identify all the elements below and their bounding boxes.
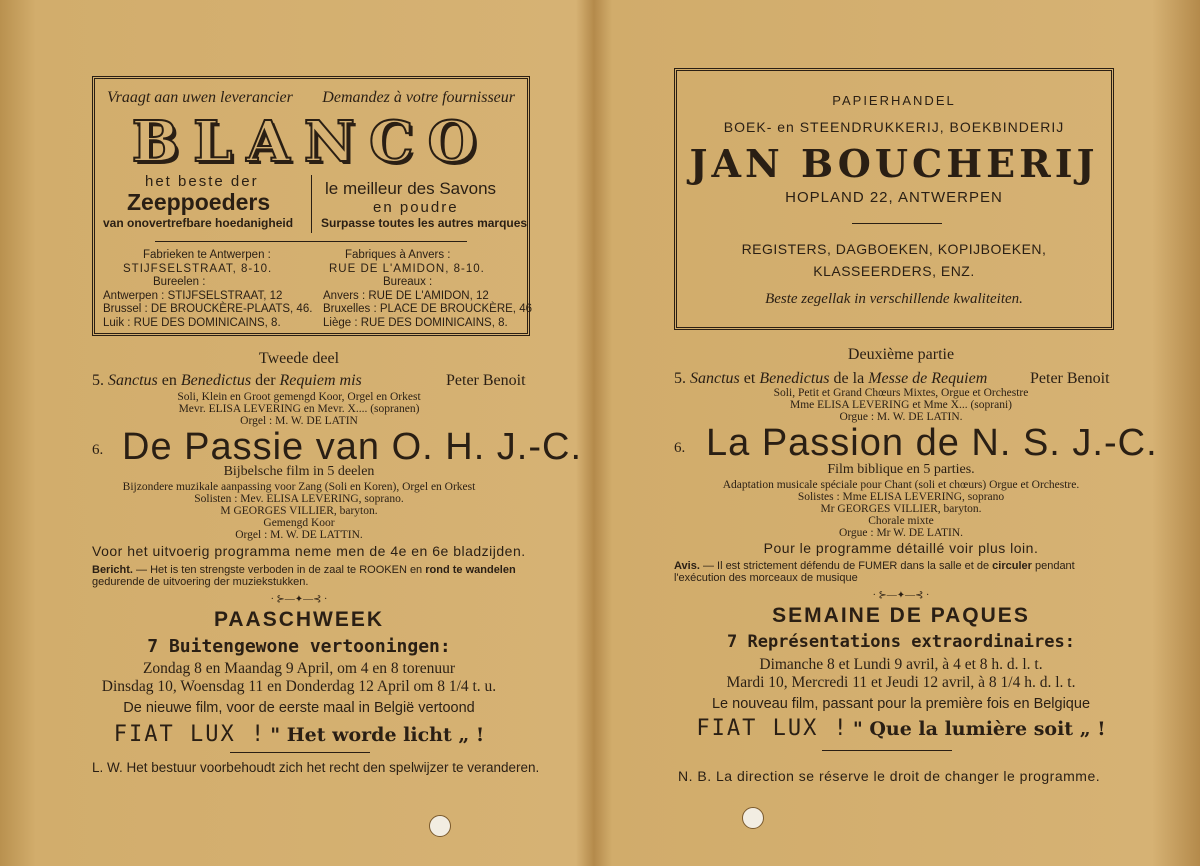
footer-rule: [230, 752, 370, 753]
ornament-divider: · ⊱—✦—⊰ ·: [270, 594, 328, 605]
notice-text: — Il est strictement défendu de FUMER dans la salle et de: [702, 560, 990, 572]
ad-nl-line1: het beste der: [145, 173, 259, 190]
ad2-products2: KLASSEERDERS, ENZ.: [813, 263, 975, 279]
fr-addr-line: RUE DE L'AMIDON, 8-10.: [329, 262, 485, 275]
binding-hole: [429, 815, 451, 837]
fr-addr-line: Bureaux :: [383, 276, 433, 288]
ad2-rule: [852, 223, 942, 224]
week-heading-nl: PAASCHWEEK: [213, 608, 385, 631]
ad-rule: [155, 241, 467, 242]
ad-fr-line3: Surpasse toutes les autres marques: [321, 216, 528, 230]
ad2-slogan: Beste zegellak in verschillende kwaliteiten.: [765, 291, 1023, 307]
dates1-fr: Dimanche 8 et Lundi 9 avril, à 4 et 8 h. d. l. t.: [759, 656, 1043, 673]
nl-addr-line: STIJFSELSTRAAT, 8-10.: [123, 262, 273, 275]
fiat-lux-subtitle: " Het worde licht „ !: [270, 724, 485, 746]
ad-fr-line1: le meilleur des Savons: [325, 179, 497, 198]
part-heading-nl: Tweede deel: [258, 350, 340, 367]
fiat-line-fr: [602, 716, 1200, 741]
item-number: 5.: [92, 372, 104, 389]
boucherij-advertisement: [674, 68, 1114, 330]
nl-addr-line: Luik : RUE DES DOMINICAINS, 8.: [103, 316, 281, 329]
nl-addr-line: Fabrieken te Antwerpen :: [143, 249, 271, 261]
nl-addr-line: Antwerpen : STIJFSELSTRAAT, 12: [103, 289, 283, 302]
item6-line3-nl: M GEORGES VILLIER, baryton.: [220, 505, 378, 517]
footer-rule: [822, 750, 952, 751]
notice-text: pendant l'exécution des morceaux de musique: [674, 560, 1075, 584]
item6-line1-nl: Bijzondere muzikale aanpassing voor Zang (Soli en Koren), Orgel en Orkest: [122, 481, 476, 493]
item5-line2-nl: Mevr. ELISA LEVERING en Mevr. X.... (sopranen): [178, 403, 420, 415]
composer-fr: Peter Benoit: [1030, 370, 1110, 387]
ad-tagline-nl: Vraagt aan uwen leverancier: [107, 89, 293, 106]
ad-nl-line3: van onovertrefbare hoedanigheid: [103, 216, 294, 230]
item5-line2-fr: Mme ELISA LEVERING et Mme X... (soprani): [790, 399, 1012, 411]
blanco-logo: BLANCO: [131, 109, 491, 175]
item6-line2-nl: Solisten : Mev. ELISA LEVERING, soprano.: [194, 493, 404, 505]
item6-title-nl: De Passie van O. H. J.-C.: [122, 426, 583, 468]
footer-nl: L. W. Het bestuur voorbehoudt zich het recht den spelwijzer te veranderen.: [92, 760, 540, 775]
work-title: Benedictus: [180, 372, 252, 389]
item-number: 5.: [674, 370, 686, 387]
ornament-divider: · ⊱—✦—⊰ ·: [872, 590, 930, 601]
fiat-lux-title: FIAT LUX !: [113, 722, 267, 747]
notice-bold: rond te wandelen: [425, 564, 516, 576]
left-page: [0, 0, 598, 866]
week-heading-fr: SEMAINE DE PAQUES: [772, 604, 1030, 627]
item6-line5-nl: Orgel : M. W. DE LATTIN.: [235, 529, 363, 541]
notice-text: — Het is ten strengste verboden in de zaal te ROOKEN en: [136, 564, 423, 576]
item5-line1-nl: Soli, Klein en Groot gemengd Koor, Orgel en Orkest: [177, 391, 421, 403]
item6-line4-fr: Chorale mixte: [868, 515, 934, 527]
item6-note-nl: Voor het uitvoerig programma neme men de 4e en 6e bladzijden.: [92, 543, 526, 559]
fr-addr-line: Bruxelles : PLACE DE BROUCKÈRE, 46: [323, 303, 532, 315]
item6-note-fr: Pour le programme détaillé voir plus loin.: [763, 540, 1039, 556]
work-title: Sanctus: [690, 370, 740, 387]
fiat-lux-title: FIAT LUX !: [696, 716, 849, 741]
ad2-address: HOPLAND 22, ANTWERPEN: [785, 189, 1003, 206]
item6-line1-fr: Adaptation musicale spéciale pour Chant (soli et chœurs) Orgue et Orchestre.: [722, 479, 1080, 491]
work-title: Benedictus: [759, 370, 830, 387]
item5-line3-nl: Orgel : M. W. DE LATIN: [240, 415, 358, 427]
film-intro-fr: Le nouveau film, passant pour la première fois en Belgique: [711, 696, 1091, 712]
fr-addr-line: Anvers : RUE DE L'AMIDON, 12: [323, 289, 489, 302]
nl-addr-line: Bureelen :: [153, 276, 206, 288]
item5-title-fr: [674, 370, 987, 388]
ad-tagline-fr: Demandez à votre fournisseur: [322, 89, 515, 106]
ad2-line1: PAPIERHANDEL: [832, 93, 956, 108]
boucherij-logo: JAN BOUCHERIJ: [689, 141, 1099, 186]
shows-heading-fr: 7 Représentations extraordinaires:: [727, 632, 1075, 652]
notice-label: Bericht.: [92, 564, 133, 576]
ad-fr-addresses: [323, 249, 532, 330]
item6-line3-fr: Mr GEORGES VILLIER, baryton.: [820, 503, 982, 515]
work-title: de la: [833, 370, 865, 387]
item6-subtitle-fr: Film biblique en 5 parties.: [827, 462, 975, 477]
ad-nl-addresses: [103, 249, 312, 330]
notice-text: gedurende de uitvoering der muziekstukken.: [92, 576, 309, 588]
film-intro-nl: De nieuwe film, voor de eerste maal in België vertoond: [123, 700, 475, 716]
item6-line2-fr: Solistes : Mme ELISA LEVERING, soprano: [797, 491, 1005, 503]
item6-number-fr: 6.: [674, 440, 686, 456]
notice-bold: circuler: [992, 560, 1032, 572]
item6-title-fr: La Passion de N. S. J.-C.: [706, 422, 1158, 464]
ad2-products1: REGISTERS, DAGBOEKEN, KOPIJBOEKEN,: [741, 241, 1047, 257]
ad-nl-product: Zeeppoeders: [127, 189, 271, 215]
work-title: Requiem mis: [279, 372, 362, 389]
notice-label: Avis.: [674, 560, 700, 572]
item6-number-nl: 6.: [92, 442, 104, 458]
work-title: et: [743, 370, 756, 387]
dates2-nl: Dinsdag 10, Woensdag 11 en Donderdag 12 April om 8 1/4 t. u.: [101, 678, 497, 695]
dates1-nl: Zondag 8 en Maandag 9 April, om 4 en 8 torenuur: [142, 660, 456, 677]
shows-heading-nl: 7 Buitengewone vertooningen:: [147, 636, 451, 657]
notice-nl: [92, 564, 532, 588]
fiat-line-nl: [0, 722, 598, 747]
notice-fr: [674, 560, 1124, 584]
right-page: [602, 0, 1200, 866]
work-title: en: [161, 372, 177, 389]
fr-addr-line: Liège : RUE DES DOMINICAINS, 8.: [323, 316, 508, 329]
work-title: Messe de Requiem: [868, 370, 988, 387]
item5-title-nl: [92, 372, 362, 390]
ad-fr-line2: en poudre: [373, 199, 459, 216]
part-heading-fr: Deuxième partie: [847, 346, 955, 363]
item6-line4-nl: Gemengd Koor: [263, 517, 335, 529]
nl-addr-line: Brussel : DE BROUCKÈRE-PLAATS, 46.: [103, 303, 313, 315]
item6-subtitle-nl: Bijbelsche film in 5 deelen: [223, 464, 375, 479]
ad2-line2: BOEK- en STEENDRUKKERIJ, BOEKBINDERIJ: [723, 119, 1065, 135]
item5-line3-fr: Orgue : M. W. DE LATIN.: [839, 411, 963, 423]
fr-addr-line: Fabriques à Anvers :: [345, 249, 451, 261]
composer-nl: Peter Benoit: [446, 372, 526, 389]
work-title: Sanctus: [108, 372, 158, 389]
blanco-advertisement: [92, 76, 530, 336]
item5-line1-fr: Soli, Petit et Grand Chœurs Mixtes, Orgue et Orchestre: [773, 387, 1029, 399]
dates2-fr: Mardi 10, Mercredi 11 et Jeudi 12 avril, à 8 1/4 h. d. l. t.: [726, 674, 1076, 691]
binding-hole: [742, 807, 764, 829]
fiat-lux-subtitle: " Que la lumière soit „ !: [852, 718, 1106, 740]
work-title: der: [255, 372, 276, 389]
ad-divider: [311, 175, 312, 233]
footer-fr: N. B. La direction se réserve le droit de changer le programme.: [678, 768, 1101, 784]
item6-line5-fr: Orgue : Mr W. DE LATIN.: [838, 527, 964, 539]
